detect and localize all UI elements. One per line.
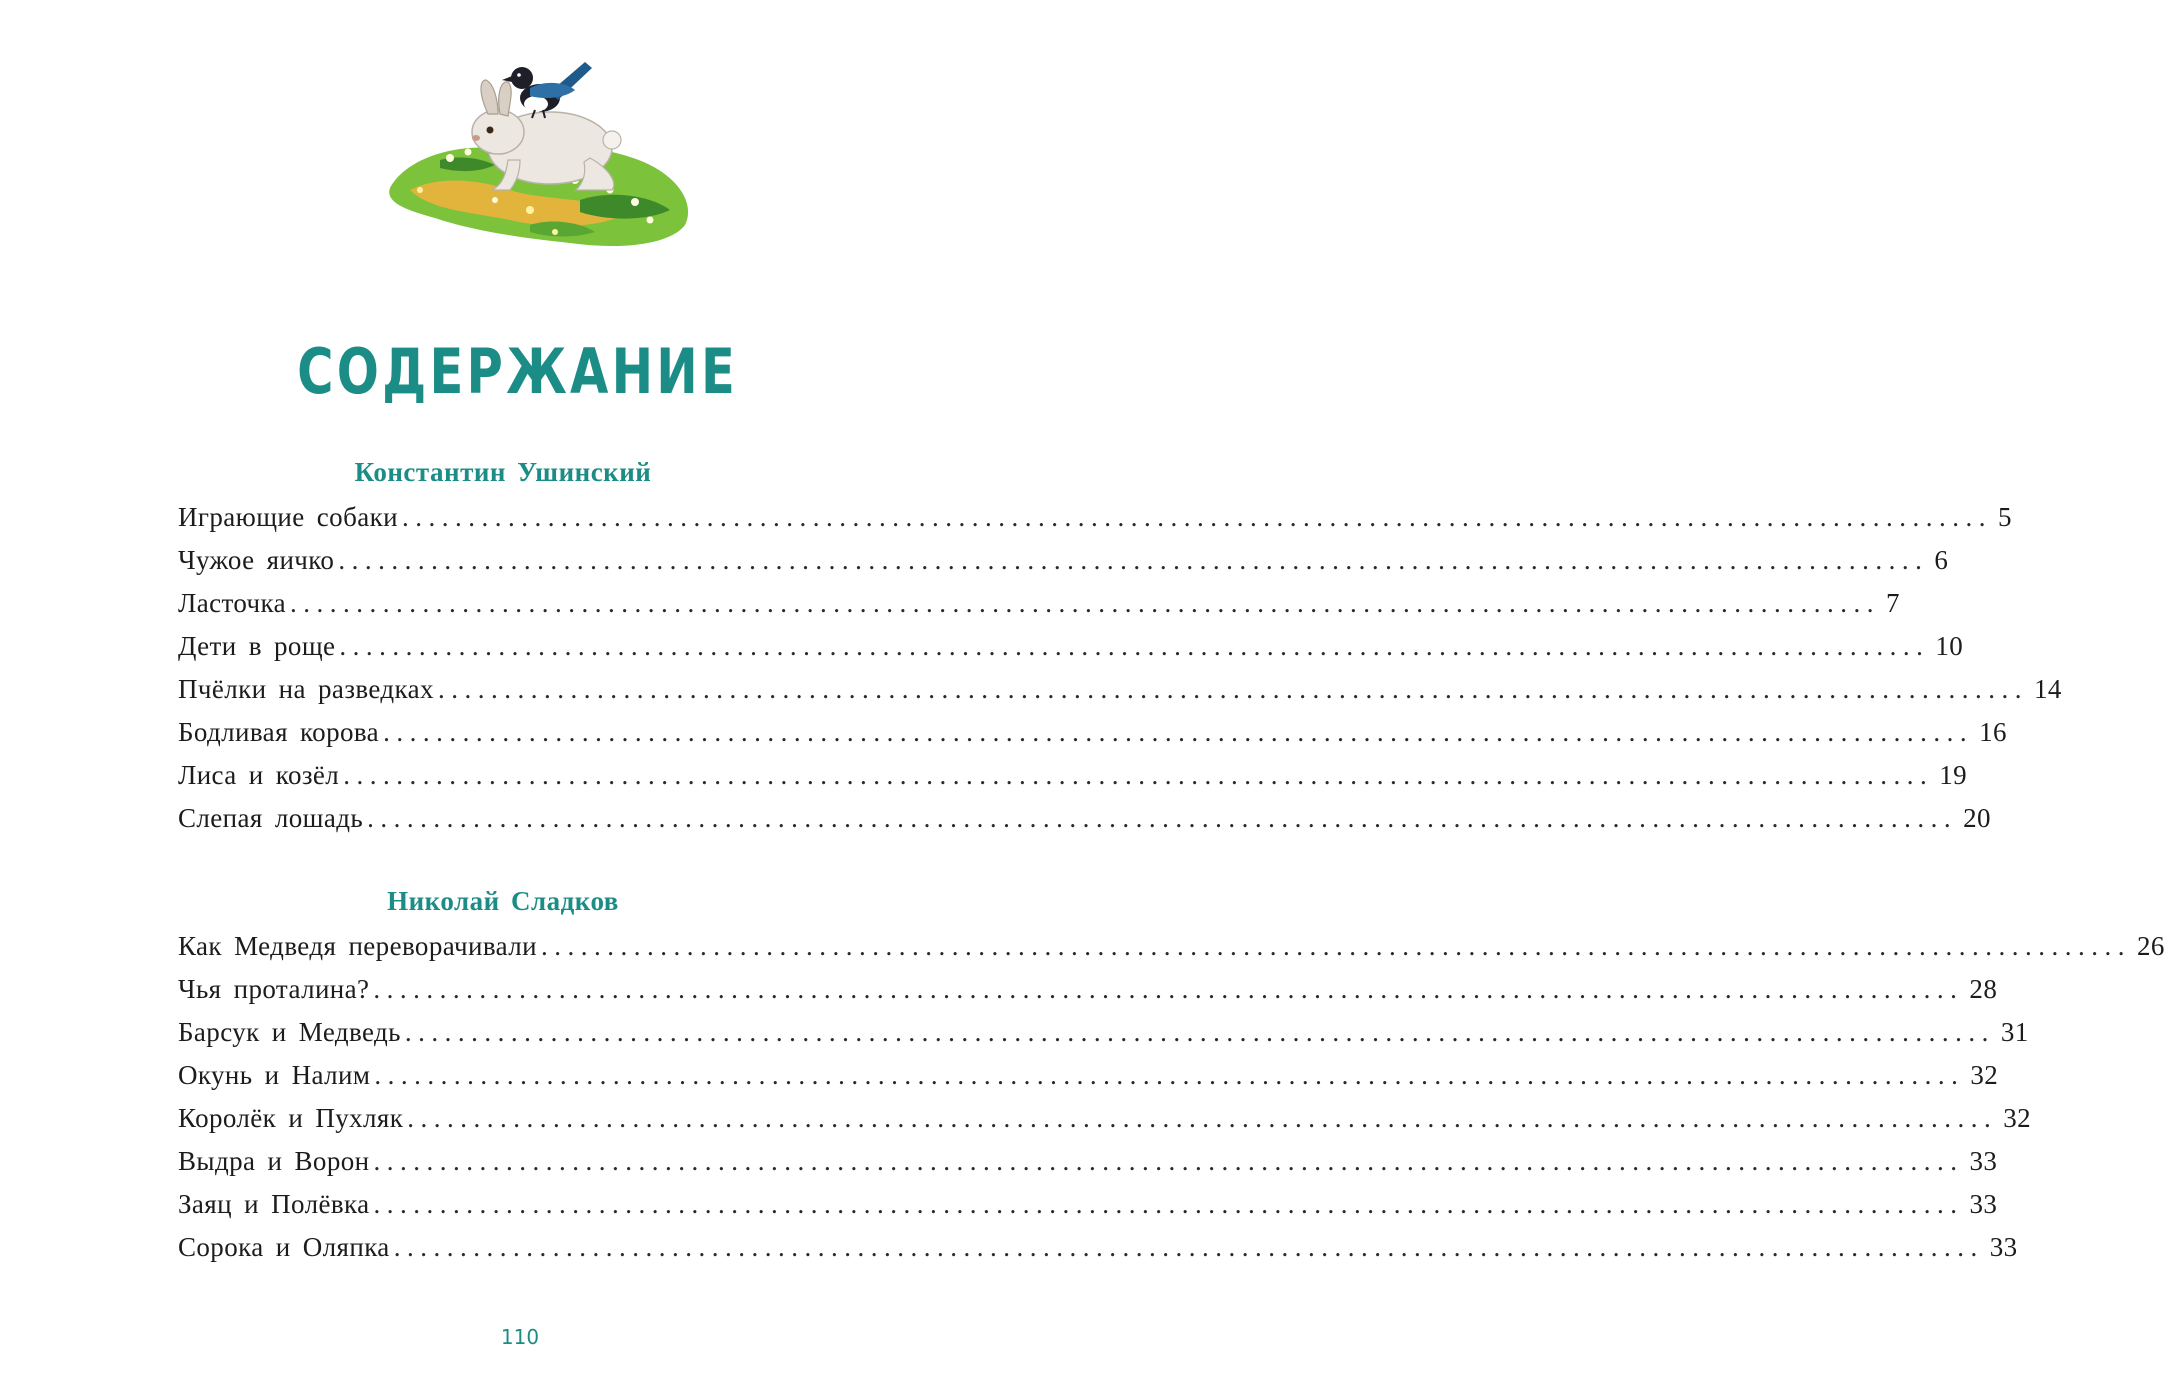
dot-leader: ........................................................................................................................ — [373, 974, 1964, 1004]
toc-entry-page: 26 — [2137, 931, 2165, 961]
toc-entry-page: 33 — [1969, 1189, 1998, 1219]
toc-entry-title: Окунь и Налим — [178, 1060, 371, 1090]
toc-entry-title: Чья проталина? — [178, 974, 370, 1004]
magpie-icon — [502, 62, 592, 118]
page-number: 110 — [500, 1325, 540, 1349]
toc-entry-title: Дети в роще — [178, 631, 336, 661]
toc-entry[interactable] — [178, 754, 1967, 797]
toc-entry-page: 31 — [2000, 1017, 2029, 1047]
toc-entry-page: 33 — [1969, 1146, 1998, 1176]
toc-entry-page: 16 — [1979, 717, 2007, 747]
dot-leader: ........................................................................................................................ — [373, 1146, 1964, 1176]
toc-entry-title: Ласточка — [178, 588, 286, 618]
toc-entry[interactable] — [178, 625, 1964, 668]
dot-leader: ........................................................................................................................ — [383, 717, 1974, 747]
toc-entry-title: Слепая лошадь — [178, 803, 364, 833]
toc-entry-title: Барсук и Медведь — [178, 1017, 401, 1047]
dot-leader: ........................................................................................................................ — [541, 931, 2131, 961]
dot-leader: ........................................................................................................................ — [343, 760, 1934, 790]
toc-entry-page: 5 — [1997, 502, 2012, 532]
toc-entry[interactable] — [178, 1054, 1999, 1097]
toc-entry-title: Королёк и Пухляк — [178, 1103, 404, 1133]
toc-entry[interactable] — [178, 539, 1949, 582]
author-heading: Николай Сладков — [387, 886, 619, 916]
toc-entry-page: 10 — [1935, 631, 1964, 661]
toc-entry[interactable] — [178, 1097, 2032, 1140]
toc-entry[interactable] — [178, 496, 2012, 539]
dot-leader: ........................................................................................................................ — [437, 674, 2028, 704]
toc-entry-page: 28 — [1969, 974, 1998, 1004]
toc-entry[interactable] — [178, 968, 1998, 1011]
toc-entry-title: Сорока и Оляпка — [178, 1232, 390, 1262]
toc-entry-title: Выдра и Ворон — [178, 1146, 370, 1176]
toc-entry-page: 14 — [2033, 674, 2062, 704]
toc-entry-title: Чужое яичко — [178, 545, 335, 575]
toc-entry-page: 33 — [1989, 1232, 2018, 1262]
dot-leader: ........................................................................................................................ — [374, 1060, 1965, 1090]
toc-entry-title: Заяц и Полёвка — [178, 1189, 370, 1219]
dot-leader: ........................................................................................................................ — [401, 502, 1992, 532]
toc-entry[interactable] — [178, 1140, 1998, 1183]
toc-entry[interactable] — [178, 582, 1900, 625]
toc-entry-page: 19 — [1939, 760, 1967, 790]
toc-entry-page: 6 — [1934, 545, 1949, 575]
toc-entry-title: Бодливая корова — [178, 717, 380, 747]
toc-entry-title: Как Медведя переворачивали — [178, 931, 537, 961]
dot-leader: ........................................................................................................................ — [393, 1232, 1984, 1262]
toc-entry-page: 20 — [1963, 803, 1991, 833]
dot-leader: ........................................................................................................................ — [373, 1189, 1964, 1219]
toc-entry[interactable] — [178, 668, 2062, 711]
toc-section-ushinsky — [178, 448, 2062, 840]
toc-entry[interactable] — [178, 1226, 2018, 1269]
dot-leader: ........................................................................................................................ — [339, 631, 1930, 661]
toc-entry[interactable] — [178, 1011, 2029, 1054]
toc-entry-title: Пчёлки на разведках — [178, 674, 434, 704]
page-title: СОДЕРЖАНИЕ — [297, 335, 739, 408]
dot-leader: ........................................................................................................................ — [404, 1017, 1995, 1047]
illustration-hare-magpie — [380, 40, 700, 255]
dot-leader: ........................................................................................................................ — [338, 545, 1929, 575]
toc-entry-page: 32 — [1970, 1060, 1999, 1090]
toc-entry-title: Лиса и козёл — [178, 760, 340, 790]
author-heading: Константин Ушинский — [354, 457, 652, 487]
dot-leader: ........................................................................................................................ — [367, 803, 1958, 833]
toc-entry[interactable] — [178, 1183, 1998, 1226]
dot-leader: ........................................................................................................................ — [290, 588, 1880, 618]
toc-entry[interactable] — [178, 797, 1991, 840]
toc-section-sladkov — [178, 877, 2165, 1269]
toc-entry-title: Играющие собаки — [178, 502, 398, 532]
toc-entry[interactable] — [178, 925, 2165, 968]
toc-entry-page: 32 — [2003, 1103, 2032, 1133]
toc-entry[interactable] — [178, 711, 2007, 754]
toc-entry-page: 7 — [1886, 588, 1900, 618]
dot-leader: ........................................................................................................................ — [407, 1103, 1998, 1133]
